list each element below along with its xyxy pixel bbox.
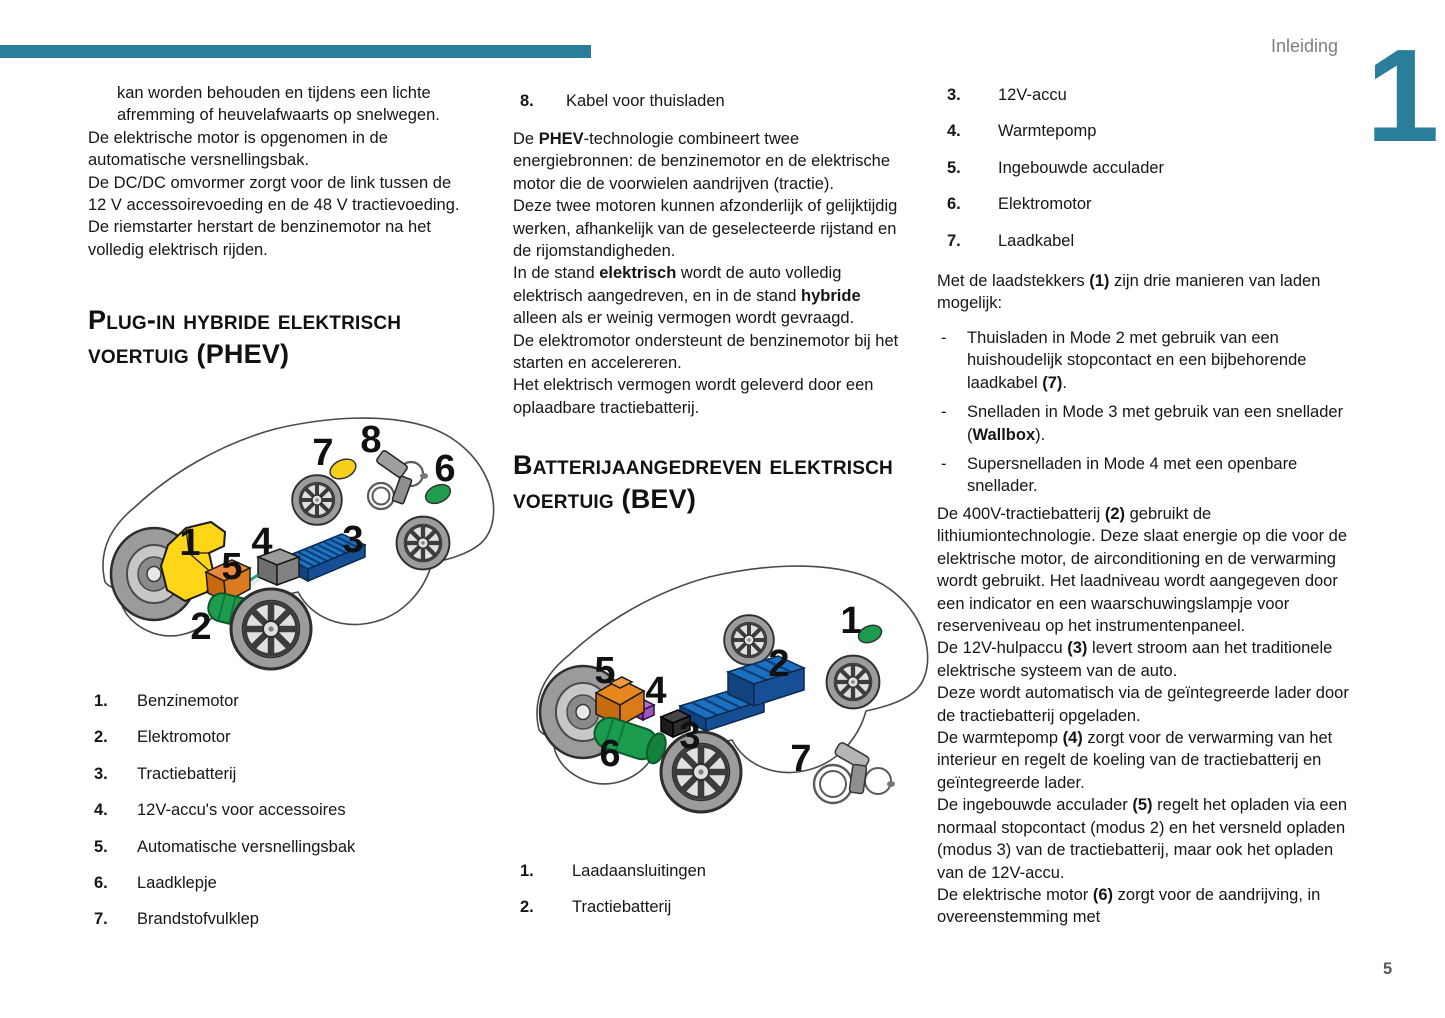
paragraph: Deze wordt automatisch via de geïntegreerde lader door de tractiebatterij opgeladen.: [937, 684, 1349, 725]
legend-item: [947, 193, 1367, 215]
bev-legend: [520, 860, 900, 933]
legend-label: Brandstofvulklep: [137, 910, 259, 929]
charging-intro: [937, 270, 1349, 315]
legend-number: 5.: [947, 158, 961, 177]
callout-3: 3: [679, 715, 701, 757]
legend-number: 7.: [947, 231, 961, 250]
callout-4: 4: [251, 521, 273, 563]
running-header: Inleiding: [1270, 36, 1338, 56]
callout-1: 1: [179, 522, 201, 564]
paragraph: In de stand elektrisch wordt de auto volledig elektrisch aangedreven, en in de stand hybride alleen als er weinig vermogen wordt gevraagd.: [513, 264, 861, 328]
legend-label: Benzinemotor: [137, 692, 239, 710]
bullet-text: Supersnelladen in Mode 4 met een openbare snellader.: [967, 455, 1298, 496]
callout-5: 5: [221, 546, 243, 588]
wheel-near-rear: [231, 589, 311, 669]
legend-item: [94, 872, 474, 894]
paragraph: De ingebouwde acculader (5) regelt het opladen via een normaal stopcontact (modus 2) en het versneld opladen (modus 3) van de tractiebatterij, maar ook het opladen van de 12V-accu.: [937, 796, 1348, 882]
col1-text-block: [88, 82, 466, 261]
legend-item-8: [520, 90, 910, 126]
paragraph: De 12V-hulpaccu (3) levert stroom aan het traditionele elektrische systeem van de auto.: [937, 639, 1333, 680]
bev-diagram: [506, 548, 938, 842]
callout-6: 6: [434, 448, 456, 490]
callout-7: 7: [312, 432, 334, 474]
callout-8: 8: [360, 419, 382, 461]
legend-label: Elektromotor: [137, 728, 231, 747]
bullet-text: Snelladen in Mode 3 met gebruik van een snellader (Wallbox).: [967, 403, 1344, 444]
legend-item: [520, 860, 900, 882]
legend-item: [947, 84, 1367, 106]
legend-number: 4.: [94, 801, 108, 820]
legend-label: Tractiebatterij: [137, 764, 237, 783]
paragraph: De elektrische motor (6) zorgt voor de aandrijving, in overeenstemming met: [937, 885, 1321, 927]
paragraph: De DC/DC omvormer zorgt voor de link tussen de 12 V accessoirevoeding en de 48 V tractievoeding.: [88, 173, 460, 215]
bullet-item: [941, 401, 1365, 446]
legend-number: 6.: [947, 195, 961, 214]
legend-label: Ingebouwde acculader: [998, 158, 1165, 177]
legend-number: 3.: [947, 86, 961, 104]
legend-number: 5.: [94, 837, 108, 856]
accent-bar: [0, 45, 591, 58]
legend-number: 2.: [520, 898, 534, 917]
legend-label: 12V-accu's voor accessoires: [137, 801, 346, 820]
phev-legend: [94, 690, 474, 945]
legend-item: [94, 836, 474, 858]
legend-number: 3.: [94, 764, 108, 783]
wheel-far-rear: [397, 517, 450, 570]
callout-5: 5: [594, 650, 616, 692]
paragraph: De riemstarter herstart de benzinemotor na het volledig elektrisch rijden.: [88, 218, 431, 259]
paragraph: Met de laadstekkers (1) zijn drie manieren van laden mogelijk:: [937, 272, 1321, 313]
legend-number: 4.: [947, 122, 961, 141]
paragraph: De PHEV-technologie combineert twee energiebronnen: de benzinemotor en de elektrische motor die de voorwielen aandrijven (tractie).: [513, 130, 891, 193]
bullet-text: Thuisladen in Mode 2 met gebruik van een huishoudelijk stopcontact en een bijbehorende laadkabel (7).: [967, 329, 1307, 392]
bullet-dash: -: [941, 329, 947, 347]
callout-1: 1: [840, 600, 862, 642]
bev-section-heading: Batterijaangedreven elektrisch voertuig (BEV): [513, 450, 893, 514]
legend-item: [94, 799, 474, 821]
legend-label: Laadkabel: [998, 231, 1075, 250]
callout-2: 2: [768, 643, 790, 685]
phev-description: [513, 128, 905, 419]
paragraph: Het elektrisch vermogen wordt geleverd door een oplaadbare tractiebatterij.: [513, 376, 874, 417]
legend-number: 7.: [94, 910, 108, 929]
phev-diagram: [80, 412, 500, 688]
page-number: 5: [1383, 960, 1393, 978]
legend-label: Elektromotor: [998, 195, 1092, 214]
callout-2: 2: [190, 606, 212, 648]
legend-label: Automatische versnellingsbak: [137, 837, 356, 856]
paragraph: Deze twee motoren kunnen afzonderlijk of gelijktijdig werken, afhankelijk van de geselecteerde rijstand en de rijomstandigheden.: [513, 197, 898, 261]
paragraph: De warmtepomp (4) zorgt voor de verwarming van het interieur en regelt de koeling van de tractiebatterij en geïntegreerde lader.: [937, 729, 1333, 792]
legend-number: 1.: [94, 692, 108, 710]
callout-3: 3: [342, 519, 364, 561]
legend-number: 8.: [520, 92, 534, 110]
legend-label: Tractiebatterij: [572, 898, 672, 917]
legend-label: Laadklepje: [137, 874, 217, 893]
bev-description: [937, 503, 1351, 929]
legend-item: [94, 726, 474, 748]
paragraph: De elektromotor ondersteunt de benzinemotor bij het starten en accelereren.: [513, 331, 899, 373]
legend-item: [947, 230, 1367, 252]
legend-item: [520, 896, 900, 918]
legend-item: [947, 120, 1367, 142]
legend-item: [94, 690, 474, 712]
bullet-item: [941, 327, 1365, 394]
bullet-item: [941, 453, 1365, 498]
wheel-near-rear: [661, 732, 741, 812]
legend-item: [94, 763, 474, 785]
legend-number: 1.: [520, 862, 534, 880]
bullet-dash: -: [941, 455, 947, 474]
wheel-far-front: [724, 615, 774, 665]
phev-section-heading: Plug-in hybride elektrisch voertuig (PHEV): [88, 305, 402, 369]
legend-label: Warmtepomp: [998, 122, 1097, 141]
legend-item: [94, 908, 474, 930]
legend-number: 6.: [94, 874, 108, 893]
wheel-far-front: [292, 475, 342, 525]
callout-6: 6: [599, 733, 621, 775]
bev-legend-continued: [947, 84, 1367, 266]
bullet-dash: -: [941, 403, 947, 422]
legend-label: 12V-accu: [998, 86, 1067, 104]
chapter-number: 1: [1366, 22, 1440, 169]
legend-number: 2.: [94, 728, 108, 747]
charging-modes-list: [941, 327, 1365, 505]
legend-label: Laadaansluitingen: [572, 862, 706, 880]
legend-item: [947, 157, 1367, 179]
callout-7: 7: [790, 738, 812, 780]
paragraph: De 400V-tractiebatterij (2) gebruikt de lithiumiontechnologie. Deze slaat energie op die voor de elektrische motor, de airconditioning en de verwarming wordt gebruikt. Het laadniveau wordt aangegeven door een indicator en een waarschuwingslampje voor reserveniveau op het instrumentenpaneel.: [937, 505, 1348, 636]
legend-label: Kabel voor thuisladen: [566, 92, 725, 110]
paragraph: De elektrische motor is opgenomen in de automatische versnellingsbak.: [88, 128, 388, 170]
wheel-far-rear: [827, 656, 880, 709]
callout-4: 4: [645, 670, 667, 712]
carryover-paragraph: kan worden behouden en tijdens een lichte afremming of heuvelafwaarts op snelwegen.: [117, 84, 440, 125]
